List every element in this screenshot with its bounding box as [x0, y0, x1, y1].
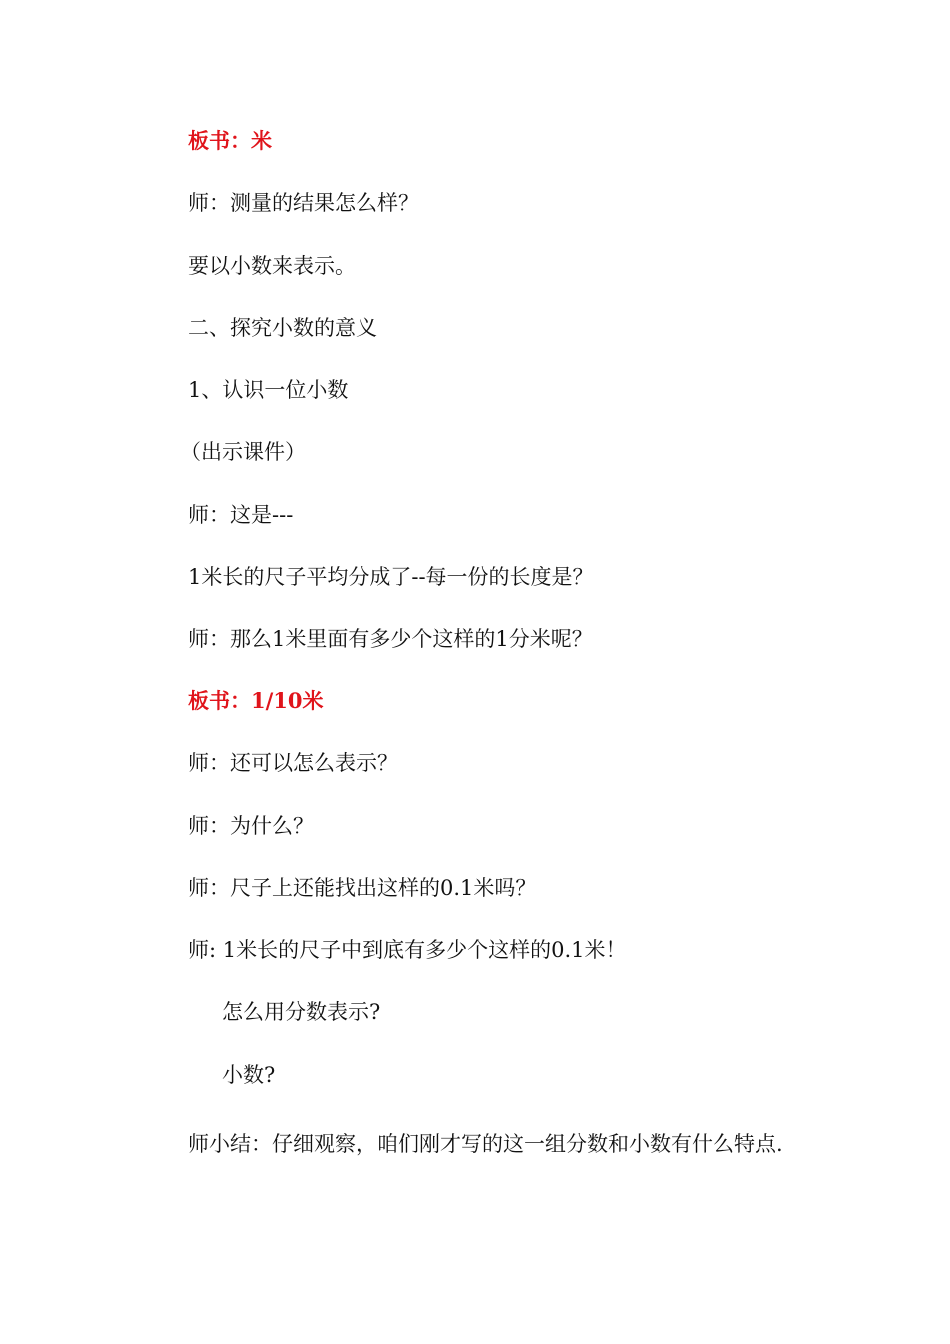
- teacher-this-is: 师：这是---: [188, 503, 294, 527]
- section-heading-explore: 二、探究小数的意义: [188, 316, 377, 340]
- subsection-heading-one-digit-decimal: 1、认识一位小数: [188, 378, 349, 402]
- teacher-how-many-point-one: 师: 1米长的尺子中到底有多少个这样的0.1米！: [188, 938, 627, 962]
- fraction-question: 怎么用分数表示?: [222, 1000, 381, 1024]
- teacher-find-point-one: 师：尺子上还能找出这样的0.1米吗？: [188, 876, 537, 900]
- decimal-representation-line: 要以小数来表示。: [188, 254, 356, 278]
- courseware-note: （出示课件）: [180, 440, 306, 464]
- board-note-meter: 板书：米: [188, 128, 272, 153]
- teacher-decimeter-question: 师：那么1米里面有多少个这样的1分米呢？: [188, 627, 593, 651]
- teacher-why: 师：为什么？: [188, 814, 314, 838]
- decimal-question: 小数?: [222, 1063, 276, 1087]
- board-note-tenth-meter: 板书：1/10米: [188, 688, 324, 713]
- teacher-question-result: 师：测量的结果怎么样？: [188, 191, 419, 215]
- teacher-summary-paragraph: 师小结：仔细观察，咱们刚才写的这一组分数和小数有什么特点.: [188, 1132, 783, 1156]
- ruler-division-question: 1米长的尺子平均分成了--每一份的长度是？: [188, 565, 594, 589]
- teacher-other-representation: 师：还可以怎么表示？: [188, 751, 398, 775]
